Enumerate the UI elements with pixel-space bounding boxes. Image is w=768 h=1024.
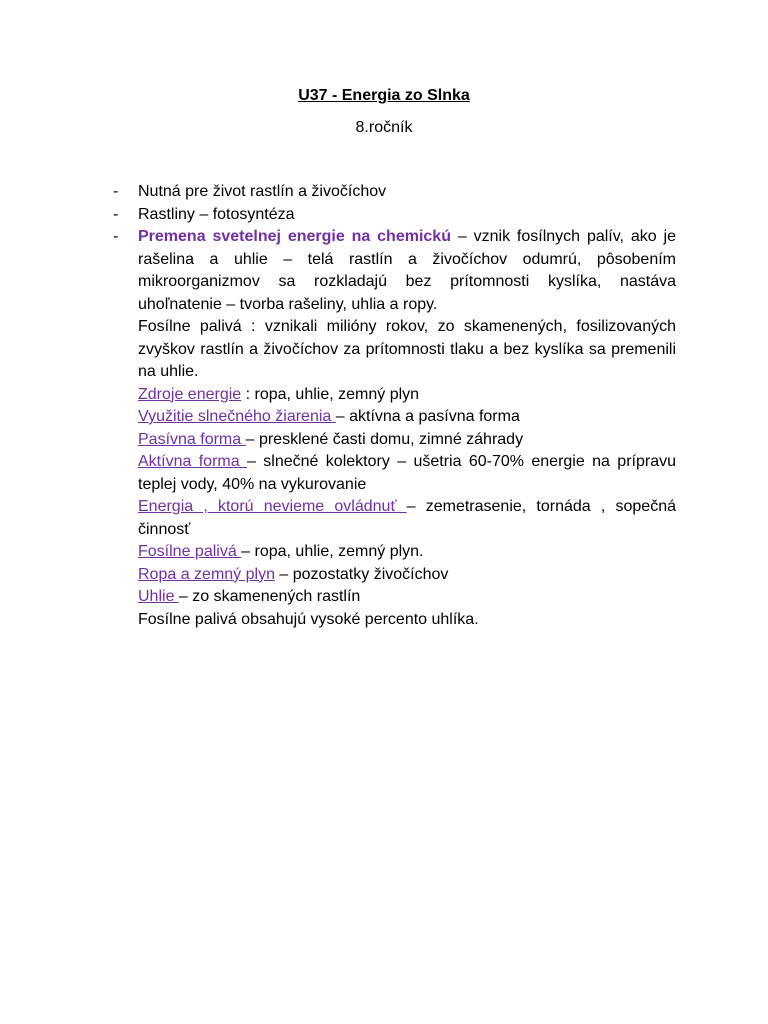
bullet-text: Rastliny – fotosyntéza [138,205,295,223]
list-item [113,429,676,452]
fossil-fuels-paragraph: Fosílne palivá : vznikali milióny rokov, zo skamenených, fosilizovaných zvyškov rastlín a živočíchov za prítomnosti tlaku a bez kyslíka sa premenili na uhlie. [138,318,676,380]
item-text: – pozostatky živočíchov [274,565,449,583]
keyword-link[interactable]: Ropa a zemný plyn [138,565,275,583]
item-text: – ropa, uhlie, zemný plyn. [241,543,424,560]
keyword-link[interactable]: Aktívna forma [138,453,248,470]
bullet-dash: - [113,228,119,245]
item-text: – slnečné kolektory – ušetria 60-70% energie na prípravu teplej vody, 40% na vykurovanie [138,453,676,493]
bullet-dash: - [113,205,119,223]
list-item [113,541,676,564]
grade-label: 8.ročník [355,119,413,136]
list-item [113,451,676,496]
item-text: – presklené časti domu, zimné záhrady [245,430,524,448]
keyword-link[interactable]: Pasívna forma [138,430,246,448]
list-item [113,586,676,609]
keyword-link[interactable]: Uhlie [138,588,179,605]
list-item [113,406,676,429]
keyword-link[interactable]: Zdroje energie [138,385,242,403]
item-text: – zemetrasenie, tornáda , sopečná činnosť [138,498,676,538]
document-title: U37 - Energia zo Slnka [298,87,470,104]
bullet-item [113,204,676,227]
item-text: – aktívna a pasívna forma [335,408,520,425]
bullet-item [113,226,676,316]
item-text: – zo skamenených rastlín [178,588,361,605]
list-item [113,384,676,407]
bullet-dash: - [113,183,119,200]
list-item [113,564,676,587]
keyword-link[interactable]: Fosílne palivá [138,543,242,560]
closing-sentence: Fosílne palivá obsahujú vysoké percento uhlíka. [138,610,479,628]
bullet-keyword: Premena svetelnej energie na chemickú [138,228,451,245]
bullet-item [113,181,676,204]
keyword-link[interactable]: Energia , ktorú nevieme ovládnuť [138,498,407,515]
list-item [113,496,676,541]
item-text: : ropa, uhlie, zemný plyn [241,385,420,403]
keyword-link[interactable]: Využitie slnečného žiarenia [138,408,336,425]
bullet-text: Nutná pre život rastlín a živočíchov [138,183,387,200]
document-body [113,181,676,631]
bullet-text: – vznik fosílnych palív, ako je rašelina a uhlie – telá rastlín a živočíchov odumrú, pôsobením mikroorganizmov sa rozkladajú bez prítomnosti kyslíka, nastáva uhoľnatenie – tvorba rašeliny, uhlia a ropy. [138,228,676,313]
